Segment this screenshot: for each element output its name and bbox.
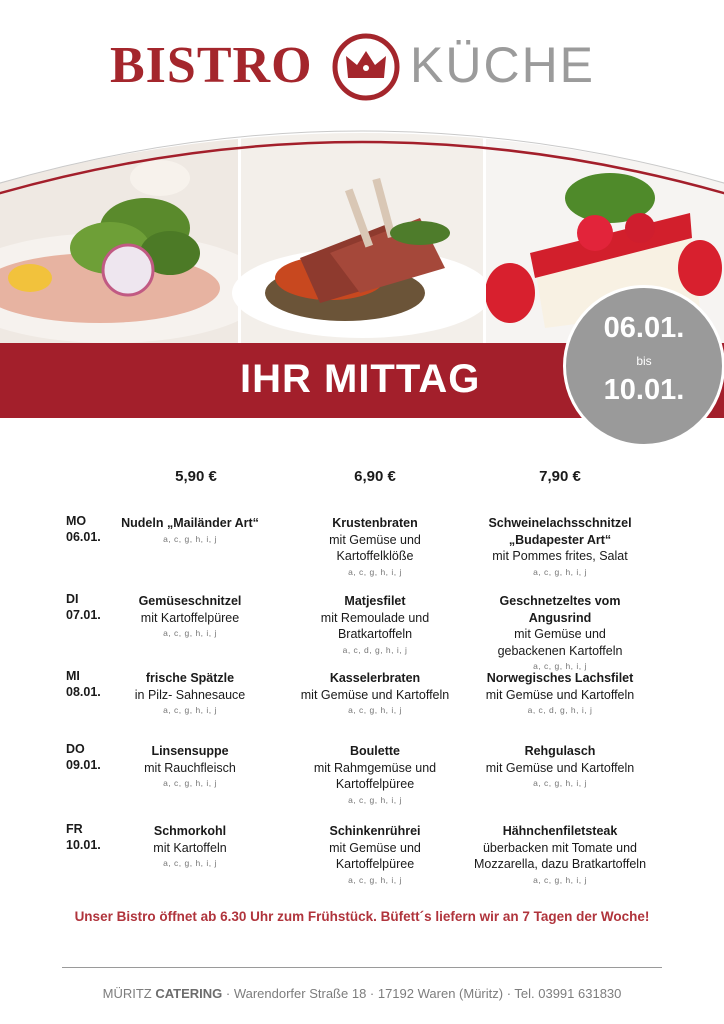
dish-description: mit Gemüse und Kartoffeln — [485, 687, 635, 702]
allergen-codes: a, c, g, h, i, j — [163, 705, 217, 715]
dish-description: mit Pommes frites, Salat — [492, 549, 628, 563]
allergen-codes: a, c, d, g, h, i, j — [527, 705, 593, 715]
day-date: 08.01. — [66, 685, 101, 699]
dish-cell — [110, 823, 270, 870]
dish-description: mit Kartoffelpüree — [140, 610, 240, 625]
allergen-codes: a, c, d, g, h, i, j — [342, 644, 408, 655]
opening-notice: Unser Bistro öffnet ab 6.30 Uhr zum Frühstück. Büfett´s liefern wir an 7 Tagen der Woche! — [74, 909, 650, 924]
dish-description: mit Gemüse und Kartoffeln — [485, 760, 635, 775]
lamb-photo — [232, 128, 492, 343]
allergen-codes: a, c, g, h, i, j — [348, 566, 402, 577]
logo-kuche-text: KÜCHE — [410, 37, 596, 93]
date-to: 10.01. — [603, 374, 685, 406]
weekday: DO — [66, 742, 85, 756]
day-date: 06.01. — [66, 530, 101, 544]
dish-description: mit Gemüse und — [329, 532, 421, 547]
weekday: DI — [66, 592, 79, 606]
date-from: 06.01. — [603, 312, 685, 344]
dish-cell — [470, 593, 650, 673]
allergen-codes: a, c, g, h, i, j — [163, 533, 217, 544]
day-label — [66, 591, 101, 623]
allergen-codes: a, c, g, h, i, j — [163, 628, 217, 638]
dish-cell — [290, 515, 460, 579]
dish-name: Matjesfilet — [344, 594, 406, 608]
dish-name: Schmorkohl — [153, 824, 227, 838]
allergen-codes: a, c, g, h, i, j — [533, 874, 587, 885]
dish-name: Kasselerbraten — [329, 671, 421, 685]
dish-name: Schinkenrührei — [329, 824, 421, 838]
dish-description: mit Gemüse und Kartoffeln — [300, 687, 450, 702]
logo — [0, 22, 724, 112]
dish-description: mit Gemüse und — [514, 627, 606, 641]
dish-name-line2: „Budapester Art“ — [508, 532, 612, 547]
dish-description: Mozzarella, dazu Bratkartoffeln — [473, 857, 647, 871]
allergen-codes: a, c, g, h, i, j — [348, 794, 402, 805]
date-bis: bis — [636, 354, 652, 368]
allergen-codes: a, c, g, h, i, j — [533, 566, 587, 577]
allergen-codes: a, c, g, h, i, j — [348, 705, 402, 715]
allergen-codes: a, c, g, h, i, j — [163, 778, 217, 788]
dish-name: Geschnetzeltes vom Angusrind — [499, 594, 621, 625]
day-label — [66, 821, 101, 853]
dish-name: Nudeln „Mailänder Art“ — [121, 516, 259, 530]
dish-name: Schweinelachsschnitzel — [488, 516, 632, 530]
weekday: FR — [66, 822, 83, 836]
dish-description: in Pilz- Sahnesauce — [134, 687, 246, 702]
weekday: MO — [66, 514, 87, 528]
dish-description: mit Rauchfleisch — [144, 760, 236, 775]
date-range-badge — [563, 285, 724, 447]
day-label — [66, 513, 101, 545]
dish-cell — [110, 670, 270, 717]
dish-description: Bratkartoffeln — [337, 627, 413, 641]
dish-description: Kartoffelpüree — [335, 857, 415, 871]
day-date: 07.01. — [66, 608, 101, 622]
dish-description: mit Kartoffeln — [153, 840, 227, 855]
footer-brand-catering: CATERING — [155, 986, 223, 1001]
day-label — [66, 741, 101, 773]
dish-description: mit Rahmgemüse und — [313, 760, 437, 775]
dish-name: Boulette — [350, 744, 400, 758]
dish-description: Kartoffelpüree — [335, 777, 415, 791]
dish-description: Kartoffelklöße — [336, 549, 414, 563]
allergen-codes: a, c, g, h, i, j — [348, 874, 402, 885]
dish-cell — [290, 823, 460, 887]
crown-icon — [331, 32, 401, 102]
allergen-codes: a, c, g, h, i, j — [163, 858, 217, 868]
dish-name: frische Spätzle — [145, 671, 235, 685]
dish-cell — [470, 743, 650, 790]
allergen-codes: a, c, g, h, i, j — [533, 778, 587, 788]
dish-cell — [110, 593, 270, 640]
dish-name: Hähnchenfiletsteak — [502, 824, 618, 838]
dish-cell — [110, 743, 270, 790]
day-label — [66, 668, 101, 700]
dish-description: mit Gemüse und — [329, 840, 421, 855]
dish-description: mit Remoulade und — [320, 610, 430, 625]
dish-name: Krustenbraten — [332, 516, 418, 530]
footer-brand-muritz: MÜRITZ — [102, 986, 152, 1001]
footer-address: · Warendorfer Straße 18 · 17192 Waren (Müritz) · Tel. 03991 631830 — [222, 986, 622, 1001]
dish-description: überbacken mit Tomate und — [482, 840, 638, 855]
dish-cell — [290, 743, 460, 807]
dish-cell — [470, 515, 650, 579]
day-date: 10.01. — [66, 838, 101, 852]
logo-bistro-text: BISTRO — [110, 37, 313, 94]
weekday: MI — [66, 669, 80, 683]
dish-name: Gemüseschnitzel — [138, 594, 242, 608]
dish-description: gebackenen Kartoffeln — [497, 643, 623, 658]
dish-cell — [290, 593, 460, 657]
dish-cell — [290, 670, 460, 717]
dish-cell — [470, 670, 650, 717]
footer-divider — [62, 967, 662, 968]
dish-cell — [110, 515, 270, 546]
footer-contact — [0, 986, 724, 1001]
dish-cell — [470, 823, 650, 887]
allergen-codes: a, c, g, h, i, j — [533, 661, 587, 671]
dish-name: Linsensuppe — [151, 744, 229, 758]
price-column-3: 7,90 € — [539, 468, 581, 485]
banner-title: IHR MITTAG — [240, 357, 481, 401]
dish-name: Norwegisches Lachsfilet — [486, 671, 634, 685]
dish-name: Rehgulasch — [524, 744, 596, 758]
day-date: 09.01. — [66, 758, 101, 772]
price-column-2: 6,90 € — [354, 468, 396, 485]
price-column-1: 5,90 € — [175, 468, 217, 485]
